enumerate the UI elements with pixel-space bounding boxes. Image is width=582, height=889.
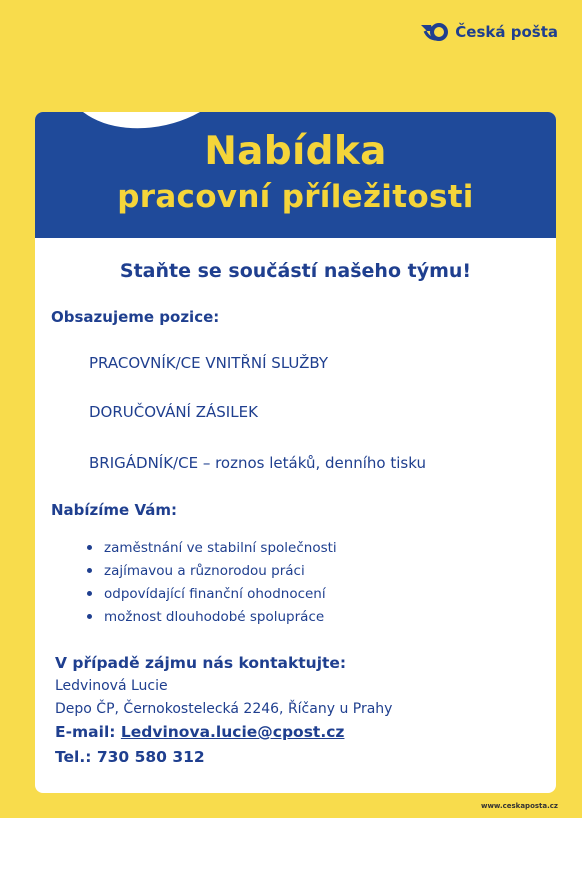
- content-card: [35, 112, 556, 793]
- email-label: E-mail:: [55, 723, 116, 741]
- position-item: PRACOVNÍK/CE VNITŘNÍ SLUŽBY: [89, 354, 329, 372]
- email-link[interactable]: Ledvinova.lucie@cpost.cz: [120, 723, 345, 741]
- offer-list: [87, 536, 337, 628]
- bullet-icon: [87, 545, 92, 550]
- list-item: odpovídající finanční ohodnocení: [87, 582, 337, 605]
- position-item: DORUČOVÁNÍ ZÁSILEK: [89, 403, 258, 421]
- positions-heading: Obsazujeme pozice:: [51, 308, 220, 326]
- bullet-icon: [87, 614, 92, 619]
- contact-address: Depo ČP, Černokostelecká 2246, Říčany u Prahy: [55, 701, 393, 717]
- website-url[interactable]: www.ceskaposta.cz: [481, 802, 558, 810]
- banner-title-line2: pracovní příležitosti: [117, 179, 474, 215]
- contact-email-row: [55, 723, 344, 741]
- bullet-icon: [87, 591, 92, 596]
- position-item: BRIGÁDNÍK/CE – roznos letáků, denního tisku: [89, 454, 426, 472]
- contact-phone: Tel.: 730 580 312: [55, 748, 205, 766]
- title-banner: [35, 112, 556, 238]
- post-horn-icon: [419, 22, 449, 42]
- brand-name: Česká pošta: [455, 23, 558, 41]
- list-item: zaměstnání ve stabilní společnosti: [87, 536, 337, 559]
- contact-heading: V případě zájmu nás kontaktujte:: [55, 654, 347, 672]
- bullet-icon: [87, 568, 92, 573]
- banner-title-line1: Nabídka: [204, 129, 387, 174]
- contact-name: Ledvinová Lucie: [55, 678, 168, 694]
- brand-logo[interactable]: [419, 22, 558, 42]
- list-item: možnost dlouhodobé spolupráce: [87, 605, 337, 628]
- subtitle: Staňte se součástí našeho týmu!: [119, 260, 472, 282]
- list-item: zajímavou a různorodou práci: [87, 559, 337, 582]
- offer-heading: Nabízíme Vám:: [51, 501, 177, 519]
